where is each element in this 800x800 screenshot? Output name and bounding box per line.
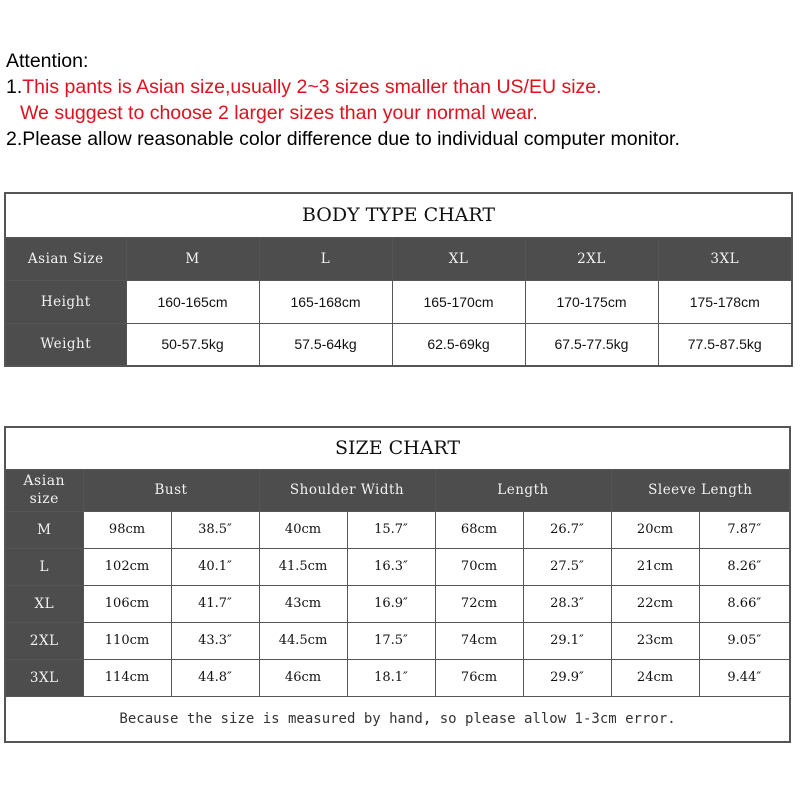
- body-chart-size-xl: XL: [392, 237, 525, 280]
- table-cell: 165-170cm: [392, 280, 525, 323]
- table-cell: 9.44″: [699, 659, 790, 696]
- table-row: [5, 622, 790, 659]
- table-cell: 27.5″: [523, 548, 611, 585]
- table-cell: 44.8″: [171, 659, 259, 696]
- table-cell: 24cm: [611, 659, 699, 696]
- size-label-line1: Asian: [23, 473, 66, 489]
- table-cell: 72cm: [435, 585, 523, 622]
- table-cell: 67.5-77.5kg: [525, 323, 658, 366]
- body-chart-size-2xl: 2XL: [525, 237, 658, 280]
- table-cell: 98cm: [83, 511, 171, 548]
- body-chart-title: BODY TYPE CHART: [5, 193, 792, 237]
- note-text-1: This pants is Asian size,usually 2~3 sizes smaller than US/EU size.: [22, 76, 602, 98]
- column-sleeve-length: Sleeve Length: [611, 469, 790, 511]
- column-length: Length: [435, 469, 611, 511]
- note-line-1: [6, 74, 680, 100]
- row-size: XL: [5, 585, 83, 622]
- table-cell: 38.5″: [171, 511, 259, 548]
- table-cell: 23cm: [611, 622, 699, 659]
- note-number-1: 1.: [6, 76, 23, 98]
- attention-heading: Attention:: [6, 50, 89, 72]
- table-cell: 21cm: [611, 548, 699, 585]
- table-cell: 40.1″: [171, 548, 259, 585]
- body-chart-size-l: L: [259, 237, 392, 280]
- table-cell: 114cm: [83, 659, 171, 696]
- body-chart-size-m: M: [126, 237, 259, 280]
- table-cell: 15.7″: [347, 511, 435, 548]
- table-cell: 44.5cm: [259, 622, 347, 659]
- table-cell: 18.1″: [347, 659, 435, 696]
- size-chart: [4, 426, 791, 743]
- table-cell: 57.5-64kg: [259, 323, 392, 366]
- table-cell: 8.26″: [699, 548, 790, 585]
- table-cell: 22cm: [611, 585, 699, 622]
- table-row: [5, 659, 790, 696]
- table-cell: 160-165cm: [126, 280, 259, 323]
- size-chart-size-label: [5, 469, 83, 511]
- table-cell: 29.9″: [523, 659, 611, 696]
- body-chart-size-label: Asian Size: [5, 237, 126, 280]
- note-line-1b: We suggest to choose 2 larger sizes than your normal wear.: [20, 102, 538, 124]
- table-cell: 70cm: [435, 548, 523, 585]
- table-cell: 7.87″: [699, 511, 790, 548]
- table-cell: 106cm: [83, 585, 171, 622]
- table-cell: 175-178cm: [658, 280, 792, 323]
- table-cell: 17.5″: [347, 622, 435, 659]
- table-cell: 20cm: [611, 511, 699, 548]
- row-size: L: [5, 548, 83, 585]
- column-bust: Bust: [83, 469, 259, 511]
- body-chart-row-height: [5, 280, 792, 323]
- column-shoulder-width: Shoulder Width: [259, 469, 435, 511]
- body-chart-row-weight: [5, 323, 792, 366]
- table-cell: 26.7″: [523, 511, 611, 548]
- row-size: 3XL: [5, 659, 83, 696]
- body-chart-size-3xl: 3XL: [658, 237, 792, 280]
- row-label: Height: [5, 280, 126, 323]
- size-label-line2: size: [29, 491, 59, 507]
- table-cell: 170-175cm: [525, 280, 658, 323]
- row-size: 2XL: [5, 622, 83, 659]
- table-cell: 41.5cm: [259, 548, 347, 585]
- table-cell: 8.66″: [699, 585, 790, 622]
- table-row: [5, 585, 790, 622]
- table-cell: 110cm: [83, 622, 171, 659]
- table-cell: 68cm: [435, 511, 523, 548]
- table-cell: 41.7″: [171, 585, 259, 622]
- table-cell: 29.1″: [523, 622, 611, 659]
- table-cell: 43.3″: [171, 622, 259, 659]
- size-chart-title: SIZE CHART: [5, 427, 790, 469]
- table-cell: 62.5-69kg: [392, 323, 525, 366]
- table-row: [5, 511, 790, 548]
- attention-notes: [6, 48, 680, 152]
- table-cell: 28.3″: [523, 585, 611, 622]
- table-cell: 50-57.5kg: [126, 323, 259, 366]
- table-cell: 76cm: [435, 659, 523, 696]
- size-chart-footnote: Because the size is measured by hand, so please allow 1-3cm error.: [5, 696, 790, 742]
- table-row: [5, 548, 790, 585]
- table-cell: 46cm: [259, 659, 347, 696]
- table-cell: 40cm: [259, 511, 347, 548]
- table-cell: 102cm: [83, 548, 171, 585]
- note-line-2: 2.Please allow reasonable color difference due to individual computer monitor.: [6, 128, 680, 150]
- table-cell: 43cm: [259, 585, 347, 622]
- body-type-chart: [4, 192, 793, 367]
- table-cell: 165-168cm: [259, 280, 392, 323]
- table-cell: 16.9″: [347, 585, 435, 622]
- row-label: Weight: [5, 323, 126, 366]
- table-cell: 77.5-87.5kg: [658, 323, 792, 366]
- table-cell: 16.3″: [347, 548, 435, 585]
- row-size: M: [5, 511, 83, 548]
- table-cell: 74cm: [435, 622, 523, 659]
- table-cell: 9.05″: [699, 622, 790, 659]
